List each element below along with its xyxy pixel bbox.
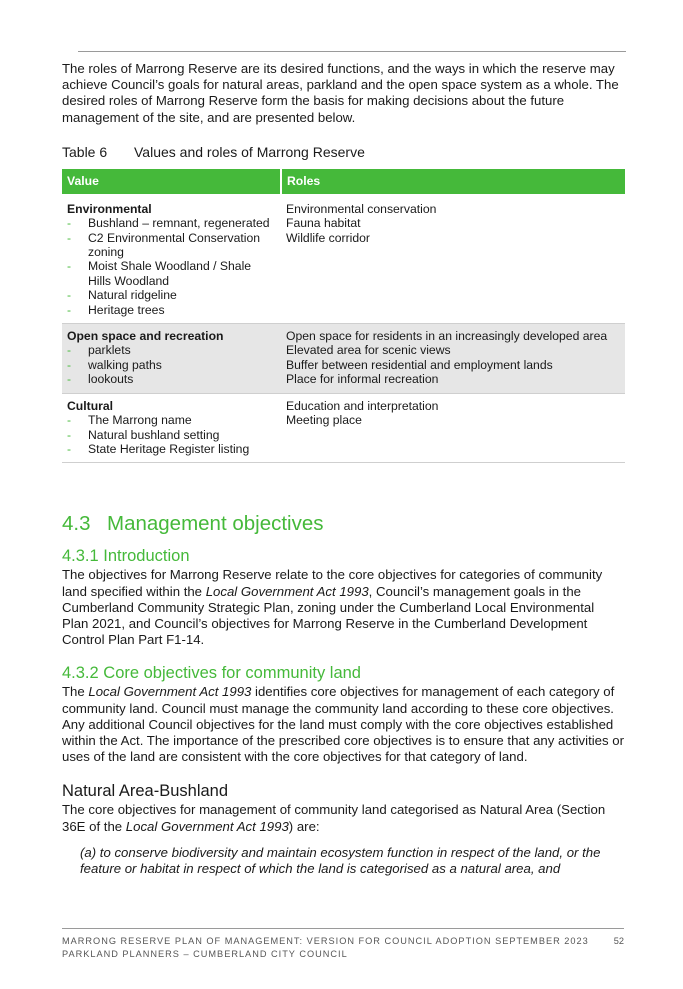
value-item: - The Marrong name: [67, 413, 276, 427]
value-list: [67, 343, 276, 386]
core-objectives-paragraph: [62, 684, 624, 765]
role-item: Buffer between residential and employment lands: [286, 357, 553, 372]
objective-a: (a) to conserve biodiversity and maintain ecosystem function in respect of the land, or the feature or habitat in respect of which the land is categorised as a natural area, and: [80, 844, 601, 876]
introduction-paragraph: [62, 567, 624, 648]
section-title: Management objectives: [107, 512, 324, 536]
value-cell: [62, 324, 281, 394]
role-item: Fauna habitat: [286, 216, 361, 231]
natural-area-text-end: ) are:: [288, 818, 320, 834]
value-item: - Heritage trees: [67, 303, 276, 317]
role-item: Wildlife corridor: [286, 230, 370, 245]
section-number: 4.3: [62, 512, 91, 536]
value-list: [67, 413, 276, 456]
value-item: - lookouts: [67, 372, 276, 386]
table-header-value: Value: [62, 169, 281, 194]
value-group-title: Environmental: [67, 201, 152, 216]
act-title: Local Government Act 1993: [205, 583, 369, 599]
roles-cell: [281, 324, 625, 394]
core-objectives-heading: 4.3.2 Core objectives for community land: [62, 664, 361, 683]
value-item: - Bushland – remnant, regenerated: [67, 216, 276, 230]
table-caption: [62, 143, 624, 161]
roles-cell: [281, 194, 625, 324]
roles-cell: [281, 393, 625, 463]
act-title: Local Government Act 1993: [88, 684, 252, 700]
footer-document-title: MARRONG RESERVE PLAN OF MANAGEMENT: VERSION FOR COUNCIL ADOPTION SEPTEMBER 2023: [62, 936, 589, 946]
introduction-heading: 4.3.1 Introduction: [62, 547, 190, 566]
value-cell: [62, 393, 281, 463]
values-roles-table: [62, 169, 625, 464]
role-item: Meeting place: [286, 413, 362, 428]
header-rule: [78, 51, 626, 52]
value-cell: [62, 194, 281, 324]
table-caption-number: Table 6: [62, 143, 108, 160]
value-item: - C2 Environmental Conservation zoning: [67, 231, 276, 260]
footer-author: PARKLAND PLANNERS – CUMBERLAND CITY COUNCIL: [62, 948, 348, 959]
value-group-title: Open space and recreation: [67, 329, 224, 344]
act-title: Local Government Act 1993: [125, 818, 289, 834]
value-item: - State Heritage Register listing: [67, 442, 276, 456]
role-item: Environmental conservation: [286, 201, 437, 216]
intro-paragraph: The roles of Marrong Reserve are its desired functions, and the ways in which the reserve may achieve Council’s goals for natural areas, parkland and the open space system as a whole. The desired roles of Marrong Reserve form the basis for making decisions about the future management of the site, and are presented below.: [62, 61, 619, 125]
page-number: 52: [613, 936, 624, 946]
value-item: - Natural ridgeline: [67, 288, 276, 302]
table-row: [62, 393, 625, 463]
role-item: Education and interpretation: [286, 398, 439, 413]
value-group-title: Cultural: [67, 398, 114, 413]
role-item: Place for informal recreation: [286, 372, 439, 387]
core-text-start: The: [62, 684, 89, 700]
natural-area-paragraph: [62, 802, 624, 834]
introduction-text-end: , Council’s management goals in the Cumberland Community Strategic Plan, zoning under the Cumberland Local Environmental Plan 2021, and Council’s objectives for Marrong Reserve in the Cumberland Development Control Plan Part F1-14.: [62, 583, 595, 648]
table-row: [62, 194, 625, 324]
section-heading: [62, 511, 624, 537]
table-header-row: [62, 169, 625, 194]
page-footer: [62, 935, 624, 960]
value-item: - walking paths: [67, 358, 276, 372]
page-content: [62, 61, 624, 877]
core-text-end: identifies core objectives for management of each category of community land. Council must manage the community land according to these core objectives. Any additional Council objectives for the land must comply with the core objectives established within the Act. The importance of the prescribed core objectives is to ensure that any activities or uses of the land are consistent with the core objectives for that category of land.: [62, 684, 624, 765]
table-row: [62, 324, 625, 394]
footer-rule: [62, 928, 624, 929]
role-item: Open space for residents in an increasingly developed area: [286, 329, 608, 344]
value-list: [67, 216, 276, 317]
natural-area-heading: Natural Area-Bushland: [62, 782, 229, 801]
value-item: - Natural bushland setting: [67, 428, 276, 442]
introduction-text-start: The objectives for Marrong Reserve relate to the core objectives for categories of community land specified within the: [62, 567, 603, 599]
value-item: - parklets: [67, 343, 276, 357]
role-item: Elevated area for scenic views: [286, 343, 451, 358]
value-item: - Moist Shale Woodland / Shale Hills Woodland: [67, 259, 276, 288]
natural-area-text-start: The core objectives for management of community land categorised as Natural Area (Section 36E of the: [62, 802, 606, 834]
table-header-roles: Roles: [281, 169, 625, 194]
table-caption-title: Values and roles of Marrong Reserve: [134, 143, 365, 160]
